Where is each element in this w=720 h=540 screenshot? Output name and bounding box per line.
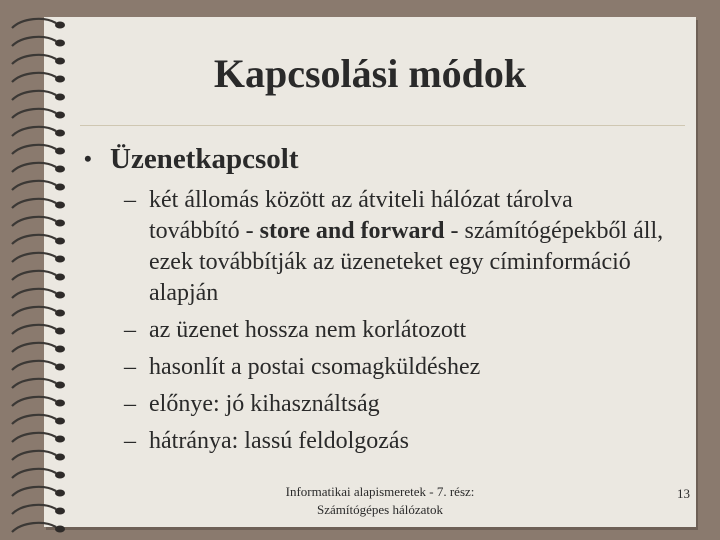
bullet-dot-icon: • [84, 146, 92, 171]
sub-bullet-item: – hátránya: lassú feldolgozás [124, 426, 664, 457]
spiral-ring [12, 19, 56, 28]
spiral-hole [55, 418, 65, 425]
title-divider [80, 125, 685, 126]
slide-footer [230, 483, 530, 519]
sub-bullet-item: – hasonlít a postai csomagküldéshez [124, 352, 664, 383]
spiral-hole [55, 274, 65, 281]
spiral-ring [12, 145, 56, 154]
spiral-ring [12, 325, 56, 334]
spiral-hole [55, 364, 65, 371]
spiral-ring [12, 163, 56, 172]
spiral-hole [55, 436, 65, 443]
spiral-hole [55, 310, 65, 317]
sub-bullet-item: – az üzenet hossza nem korlátozott [124, 315, 664, 346]
spiral-ring [12, 271, 56, 280]
spiral-ring [12, 451, 56, 460]
spiral-ring [12, 307, 56, 316]
spiral-hole [55, 148, 65, 155]
spiral-hole [55, 490, 65, 497]
spiral-hole [55, 382, 65, 389]
sub-bullet-item: – két állomás között az átviteli hálózat tárolva továbbító - store and forward - számítógépekből áll, ezek továbbítják az üzeneteket egy címinformáció alapján [124, 185, 664, 309]
spiral-hole [55, 166, 65, 173]
spiral-hole [55, 400, 65, 407]
spiral-hole [55, 22, 65, 29]
slide-title: Kapcsolási módok [213, 51, 527, 96]
spiral-hole [55, 256, 65, 263]
spiral-ring [12, 397, 56, 406]
page-number: 13 [677, 486, 690, 501]
spiral-hole [55, 328, 65, 335]
spiral-ring [12, 487, 56, 496]
sub-bullet-list [124, 185, 664, 463]
spiral-hole [55, 526, 65, 533]
spiral-hole [55, 220, 65, 227]
spiral-hole [55, 130, 65, 137]
spiral-ring [12, 379, 56, 388]
spiral-ring [12, 199, 56, 208]
spiral-ring [12, 181, 56, 190]
spiral-ring [12, 361, 56, 370]
footer-line: Számítógépes hálózatok [317, 502, 443, 517]
spiral-hole [55, 238, 65, 245]
spiral-ring [12, 415, 56, 424]
spiral-ring [12, 37, 56, 46]
sub-bullet-item: – előnye: jó kihasználtság [124, 389, 664, 420]
spiral-ring [12, 505, 56, 514]
spiral-hole [55, 346, 65, 353]
spiral-hole [55, 472, 65, 479]
spiral-ring [12, 253, 56, 262]
spiral-ring [12, 109, 56, 118]
spiral-hole [55, 112, 65, 119]
spiral-ring [12, 235, 56, 244]
spiral-hole [55, 508, 65, 515]
main-bullet-label: Üzenetkapcsolt [110, 143, 299, 175]
spiral-ring [12, 523, 56, 532]
spiral-ring [12, 289, 56, 298]
spiral-hole [55, 40, 65, 47]
spiral-hole [55, 202, 65, 209]
spiral-hole [55, 184, 65, 191]
footer-line: Informatikai alapismeretek - 7. rész: [285, 484, 475, 499]
spiral-hole [55, 292, 65, 299]
spiral-ring [12, 343, 56, 352]
spiral-ring [12, 469, 56, 478]
spiral-ring [12, 433, 56, 442]
spiral-ring [12, 217, 56, 226]
main-bullet [84, 143, 298, 176]
spiral-ring [12, 127, 56, 136]
spiral-hole [55, 454, 65, 461]
